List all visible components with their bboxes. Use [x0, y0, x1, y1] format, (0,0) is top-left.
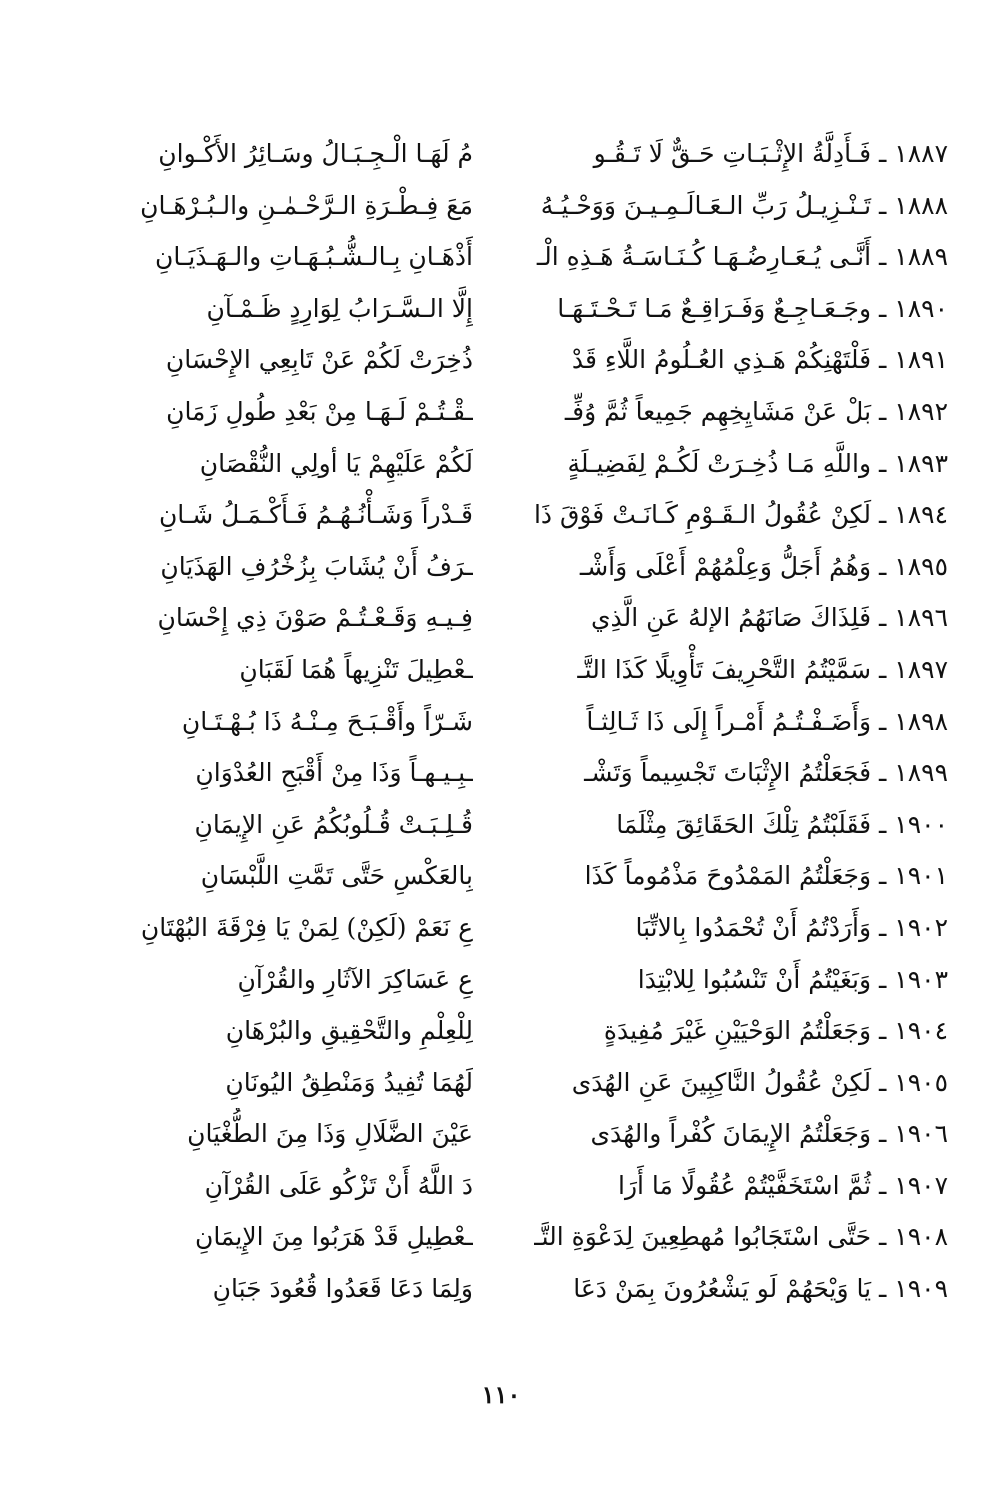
verse-second-hemistich: ـبِـيـهـاً وَذَا مِنْ أَقْبَحِ العُدْوَانِ: [195, 758, 473, 788]
verse-second-hemistich: عِ عَسَاكِرَ الآثَارِ والقُرْآنِ: [237, 964, 473, 994]
verse-first-hemistich: ١٩٠٨ ـ حَتَّى اسْتَجَابُوا مُهطِعِينَ لِدَعْوَةِ التَّـ: [534, 1222, 948, 1252]
verse-second-hemistich: مُ لَهَـا الْـجِـبَـالُ وسَـائِرُ الأَكْـوانِ: [158, 139, 473, 168]
verse-first-hemistich: ١٨٩٥ ـ وَهُمُ أَجَلُّ وَعِلْمُهُمْ أَعْلَى وَأَشْـ: [579, 551, 948, 581]
verse-line: [38, 1211, 948, 1263]
verse-line: [38, 386, 948, 438]
poem: [38, 128, 948, 1315]
verse-first-hemistich: ١٩٠٢ ـ وَأَرَدْتُمُ أَنْ تُحْمَدُوا بِالاتِّبَا: [635, 912, 948, 942]
verse-line: [38, 541, 948, 593]
verse-second-hemistich: ـرَفُ أَنْ يُشَابَ بِزُخْرُفِ الهَذَيَانِ: [160, 551, 473, 581]
verse-line: [38, 180, 948, 232]
verse-second-hemistich: ذُخِرَتْ لَكُمْ عَنْ تَابِعِي الإِحْسَانِ: [165, 345, 473, 375]
verse-first-hemistich: ١٨٩٠ ـ وجَـعَـاجِـعٌ وَفَـرَاقِـعٌ مَـا تَـحْـتَـهَـا: [557, 293, 948, 323]
verse-line: [38, 696, 948, 748]
verse-first-hemistich: ١٩٠٧ ـ ثُمَّ اسْتَخَفَّيْتُمْ عُقُولًا مَا أَرَا: [618, 1170, 948, 1200]
verse-line: [38, 231, 948, 283]
verse-line: [38, 850, 948, 902]
verse-line: [38, 799, 948, 851]
verse-first-hemistich: ١٩٠١ ـ وَجَعَلْتُمُ المَمْدُوحَ مَذْمُوماً كَذَا: [584, 861, 948, 891]
verse-first-hemistich: ١٨٩٢ ـ بَلْ عَنْ مَشَايِخِهِم جَمِيعاً ثُمَّ وُفِّـ: [564, 396, 948, 426]
verse-second-hemistich: عَيْنَ الضَّلَالِ وَذَا مِنَ الطُّغْيَانِ: [187, 1119, 473, 1149]
verse-first-hemistich: ١٨٨٧ ـ فَـأَدِلَّةُ الإِثْـبَـاتِ حَـقٌّ لَا تَـقُـو: [593, 139, 948, 168]
verse-second-hemistich: شَـرّاً وأَقْـبَـحَ مِـنْـهُ ذَا بُـهْـتَـانِ: [181, 706, 473, 736]
verse-second-hemistich: مَعَ فِـطْـرَةِ الـرَّحْـمٰـنِ والـبُـرْهَـانِ: [140, 190, 473, 220]
verse-first-hemistich: ١٨٩٣ ـ واللَّهِ مَـا ذُخِـرَتْ لَكُـمْ لِفَضِيـلَةٍ: [567, 448, 948, 478]
verse-line: [38, 1263, 948, 1315]
verse-first-hemistich: ١٩٠٥ ـ لَكِنْ عُقُولُ النَّاكِبِينَ عَنِ الهُدَى: [571, 1067, 948, 1097]
page-number: ١١٠: [481, 1380, 521, 1409]
verse-first-hemistich: ١٩٠٤ ـ وَجَعَلْتُمُ الوَحْيَيْنِ غَيْرَ مُفِيدَةٍ: [603, 1016, 948, 1046]
verse-first-hemistich: ١٨٩٤ ـ لَكِنْ عُقُولُ الـقَـوْمِ كَـانَـتْ فَوْقَ ذَا: [533, 500, 948, 530]
verse-line: [38, 334, 948, 386]
verse-second-hemistich: ـعْطِيلِ قَدْ هَرَبُوا مِنَ الإِيمَانِ: [194, 1222, 473, 1252]
verse-line: [38, 1005, 948, 1057]
verse-second-hemistich: لَهُمَا تُفِيدُ وَمَنْطِقُ اليُونَانِ: [225, 1067, 473, 1097]
verse-first-hemistich: ١٨٩٦ ـ فَلِذَاكَ صَانَهُمُ الإلهُ عَنِ الَّذِي: [590, 603, 948, 633]
verse-line: [38, 1108, 948, 1160]
verse-second-hemistich: ـعْطِيلَ تَنْزِيهاً هُمَا لَقَبَانِ: [239, 654, 473, 684]
verse-line: [38, 438, 948, 490]
verse-first-hemistich: ١٩٠٣ ـ وَبَغَيْتُمُ أَنْ تَنْسُبُوا لِلابْتِدَا: [637, 964, 948, 994]
verse-first-hemistich: ١٨٩٧ ـ سَمَّيْتُمُ التَّحْرِيفَ تَأْوِيلًا كَذَا التَّـ: [577, 654, 948, 684]
verse-line: [38, 1057, 948, 1109]
verse-second-hemistich: أَذْهَـانِ بِـالـشُّـبُـهَـاتِ والـهَـذَيَـانِ: [155, 242, 473, 272]
verse-second-hemistich: بِالعَكْسِ حَتَّى تَمَّتِ اللَّبْسَانِ: [200, 861, 473, 891]
verse-line: [38, 747, 948, 799]
verse-second-hemistich: وَلِمَا دَعَا قَعَدُوا قُعُودَ جَبَانِ: [212, 1274, 473, 1304]
verse-first-hemistich: ١٨٩٩ ـ فَجَعَلْتُمُ الإِثْبَاتَ تَجْسِيماً وَتَشْـ: [584, 758, 948, 788]
verse-first-hemistich: ١٩٠٩ ـ يَا وَيْحَهُمْ لَو يَشْعُرُونَ بِمَنْ دَعَا: [573, 1274, 948, 1304]
verse-first-hemistich: ١٩٠٠ ـ فَقَلَبْتُمُ تِلْكَ الحَقَائِقَ مِثْلَمَا: [616, 809, 948, 839]
verse-line: [38, 592, 948, 644]
verse-first-hemistich: ١٨٩٨ ـ وَأَضَـفْـتُـمُ أَمْـراً إِلَى ذَا ثَـالِثـاً: [586, 706, 948, 736]
verse-second-hemistich: ـقْـتُـمْ لَـهَـا مِنْ بَعْدِ طُولِ زَمَانِ: [166, 396, 473, 426]
verse-second-hemistich: قُـلِـبَـتْ قُـلُوبُكُمُ عَنِ الإِيمَانِ: [194, 809, 473, 839]
verse-line: [38, 283, 948, 335]
verse-second-hemistich: إِلَّا الـسَّـرَابُ لِوَارِدٍ ظَـمْـآنِ: [206, 293, 473, 323]
verse-line: [38, 128, 948, 180]
verse-line: [38, 902, 948, 954]
verse-line: [38, 1160, 948, 1212]
verse-line: [38, 644, 948, 696]
verse-line: [38, 489, 948, 541]
verse-second-hemistich: لِلْعِلْمِ والتَّحْقِيقِ والبُرْهَانِ: [225, 1016, 473, 1046]
verse-first-hemistich: ١٨٨٨ ـ تَـنْـزِيـلُ رَبِّ الـعَـالَـمِـيـنَ وَوَحْـيُـهُ: [540, 190, 948, 220]
verse-first-hemistich: ١٨٨٩ ـ أَنَّـى يُـعَـارِضُـهَـا كُـنَـاسَـةُ هَـذِهِ الْـ: [536, 242, 948, 272]
verse-first-hemistich: ١٨٩١ ـ فَلْتَهْنِكُمْ هَـذِي العُـلُومُ اللَّاءِ قَدْ: [571, 345, 948, 375]
verse-second-hemistich: فِـيـهِ وَقَـعْـتُـمْ صَوْنَ ذِي إِحْسَانِ: [157, 603, 473, 633]
verse-second-hemistich: لَكُمْ عَلَيْهِمْ يَا أولِي النُّقْصَانِ: [199, 448, 473, 478]
verse-second-hemistich: دَ اللَّهُ أَنْ تَزْكُو عَلَى القُرْآنِ: [204, 1170, 473, 1200]
verse-second-hemistich: عِ نَعَمْ (لَكِنْ) لِمَنْ يَا فِرْقَةَ البُهْتَانِ: [140, 912, 473, 942]
verse-line: [38, 954, 948, 1006]
verse-second-hemistich: قَـدْراً وَشَـأْنُـهُـمُ فَـأَكْـمَـلُ شَـانِ: [158, 500, 473, 530]
verse-first-hemistich: ١٩٠٦ ـ وَجَعَلْتُمُ الإِيمَانَ كُفْراً والهُدَى: [590, 1119, 948, 1149]
